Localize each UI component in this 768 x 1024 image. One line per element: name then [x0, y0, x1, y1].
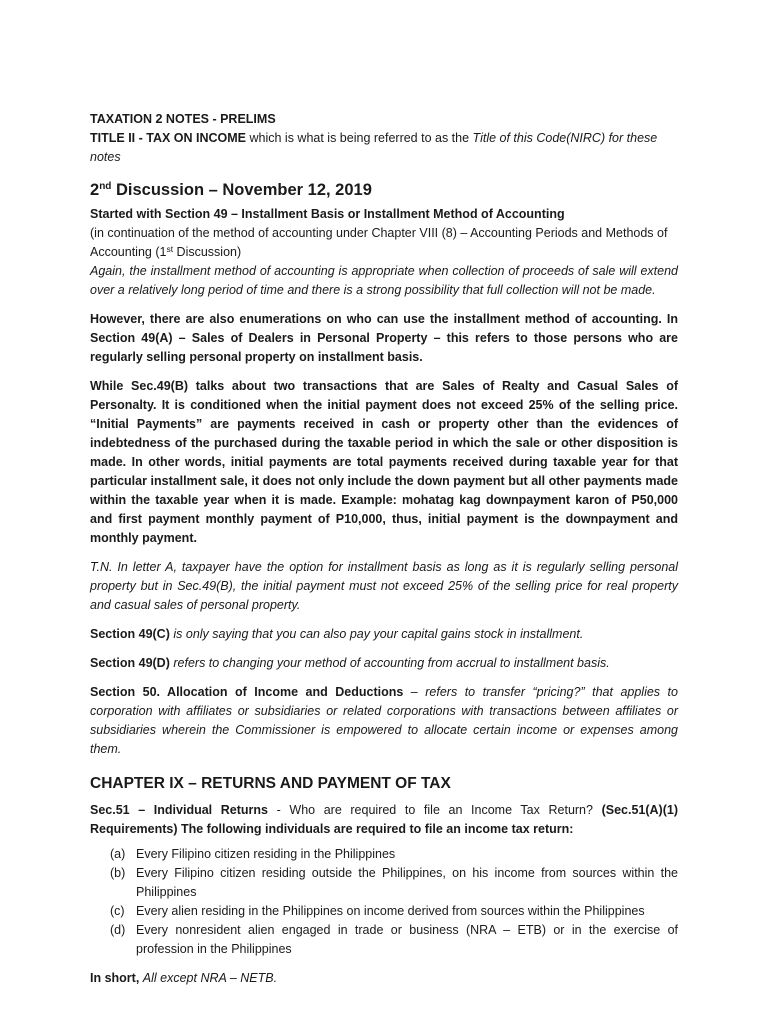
individuals-list [90, 845, 678, 959]
chapter-heading: CHAPTER IX – RETURNS AND PAYMENT OF TAX [90, 775, 451, 792]
sec49c-paragraph [90, 625, 678, 644]
list-marker: (c) [110, 904, 125, 918]
sec51-label: Sec.51 – Individual Returns [90, 803, 268, 817]
list-marker: (b) [110, 866, 126, 880]
list-text: Every Filipino citizen residing in the Philippines [136, 847, 396, 861]
in-short-text: All except NRA – NETB. [142, 971, 278, 985]
sec49d-paragraph [90, 654, 678, 673]
sec49c-text: is only saying that you can also pay your capital gains stock in installment. [169, 627, 584, 641]
title-italic: Title of this Code(NIRC) for these notes [90, 131, 658, 164]
list-marker: (a) [110, 847, 126, 861]
sec50-text: – refers to transfer “pricing?” that applies to corporation with affiliates or subsidiaries or related corporations with transactions between affiliates or subsidiaries wherein the Commissioner is empowered to allocate certain income or expenses among them. [90, 685, 678, 756]
sec49c-label: Section 49(C) [90, 627, 170, 641]
again-paragraph: Again, the installment method of accounting is appropriate when collection of proceeds of sale will extend over a relatively long period of time and there is a strong possibility that full collection will not be made. [90, 264, 678, 297]
list-marker: (d) [110, 923, 126, 937]
list-text: Every nonresident alien engaged in trade or business (NRA – ETB) or in the exercise of profession in the Philippines [136, 923, 678, 956]
sec49b-body: It is conditioned when the initial payment does not exceed 25% of the selling price. “Initial Payments” are payments received in cash or property other than the evidences of indebtedness of the purchased during the taxable period in which the sale or other disposition is made. In other words, initial payments are total payments received during taxable year for that particular installment sale, it does not only include the down payment but all other payments made within the taxable year when it is made. Example: mohatag kag downpayment karon of P50,000 and first payment monthly payment of P10,000, thus, initial payment is the downpayment and monthly payment. [90, 398, 678, 545]
list-item [90, 921, 678, 959]
list-item [90, 845, 678, 864]
document-content [90, 110, 678, 988]
list-text: Every alien residing in the Philippines on income derived from sources within the Philippines [136, 904, 645, 918]
continuation-end: Discussion) [173, 245, 242, 259]
continuation-note [90, 224, 678, 262]
sec51-requirements: (Sec.51(A)(1) Requirements) The following individuals are required to file an income tax return: [90, 803, 678, 836]
title-label: TITLE II - [90, 131, 147, 145]
continuation-sup: st [166, 244, 174, 254]
sec49d-text: refers to changing your method of accounting from accrual to installment basis. [169, 656, 610, 670]
title-rest: which is what is being referred to as the [246, 131, 473, 145]
sec49a-paragraph: However, there are also enumerations on who can use the installment method of accounting. In Section 49(A) – Sales of Dealers in Personal Property – this refers to those persons who are regularly selling personal property on installment basis. [90, 312, 678, 364]
sec51-question: - Who are required to file an Income Tax Return? [268, 803, 602, 817]
list-item [90, 864, 678, 902]
title-bold: TAX ON INCOME [146, 131, 247, 145]
in-short-line [90, 969, 678, 988]
continuation-text: (in continuation of the method of accounting under Chapter VIII (8) – Accounting Periods and Methods of Accounting (1 [90, 226, 668, 259]
section49-started: Started with Section 49 – Installment Basis or Installment Method of Accounting [90, 207, 565, 221]
sec49d-label: Section 49(D) [90, 656, 170, 670]
list-item [90, 902, 678, 921]
sec49b-paragraph [90, 377, 678, 548]
notes-title: TAXATION 2 NOTES - PRELIMS [90, 112, 276, 126]
sec49b-transactions: Sales of Realty and Casual Sales of Personalty. [90, 379, 679, 412]
sec51-paragraph [90, 801, 678, 839]
in-short-label: In short, [90, 971, 143, 985]
discussion-ordinal-suffix: nd [99, 181, 112, 192]
sec50-label: Section 50. Allocation of Income and Deductions [90, 685, 404, 699]
tn-note: T.N. In letter A, taxpayer have the option for installment basis as long as it is regularly selling personal property but in Sec.49(B), the initial payment must not exceed 25% of the selling price for real property and casual sales of personal property. [90, 560, 678, 612]
title-line [90, 129, 678, 167]
sec49b-intro: While Sec.49(B) talks about two transactions that are [90, 379, 443, 393]
discussion-ordinal: 2 [90, 181, 100, 199]
discussion-heading [90, 179, 678, 201]
list-text: Every Filipino citizen residing outside the Philippines, on his income from sources within the Philippines [136, 866, 678, 899]
sec50-paragraph [90, 683, 678, 759]
discussion-heading-text: Discussion – November 12, 2019 [111, 181, 372, 199]
